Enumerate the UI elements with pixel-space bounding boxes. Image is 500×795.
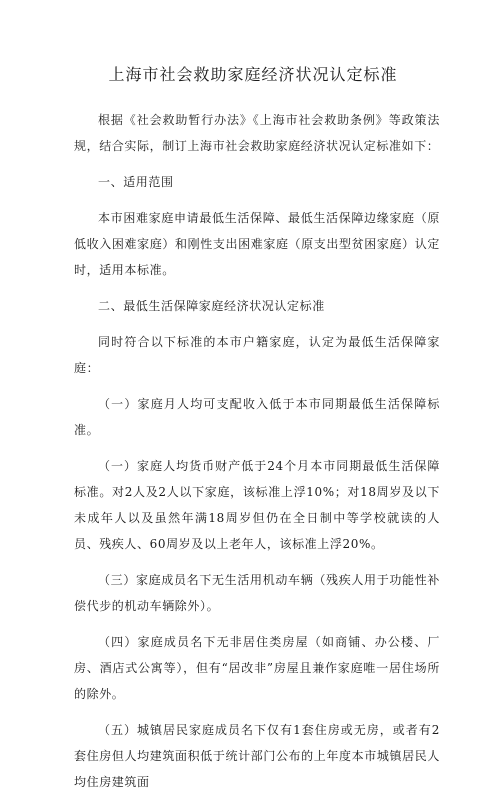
criterion-item-3: （三）家庭成员名下无生活用机动车辆（残疾人用于功能性补偿代步的机动车辆除外）。 [74,573,440,613]
section-2-heading: 二、最低生活保障家庭经济状况认定标准 [98,299,325,313]
section-1-heading: 一、适用范围 [98,175,174,189]
intro-paragraph: 根据《社会救助暂行办法》《上海市社会救助条例》等政策法规，结合实际，制订上海市社会救助家庭经济状况认定标准如下： [74,113,440,153]
criterion-item-1: （一）家庭月人均可支配收入低于本市同期最低生活保障标准。 [74,397,440,437]
document-title: 上海市社会救助家庭经济状况认定标准 [108,65,398,84]
criterion-item-4: （四）家庭成员名下无非居住类房屋（如商铺、办公楼、厂房、酒店式公寓等），但有“居改非”房屋且兼作家庭唯一居住场所的除外。 [74,635,440,701]
criterion-item-2: （一）家庭人均货币财产低于24个月本市同期最低生活保障标准。对2人及2人以下家庭，该标准上浮10%；对18周岁及以下未成年人以及虽然年满18周岁但仍在全日制中等学校就读的人员、残疾人、60周岁及以上老年人，该标准上浮20%。 [74,459,440,551]
criterion-item-5: （五）城镇居民家庭成员名下仅有1套住房或无房，或者有2套住房但人均建筑面积低于统计部门公布的上年度本市城镇居民人均住房建筑面 [74,723,440,789]
section-2-intro: 同时符合以下标准的本市户籍家庭，认定为最低生活保障家庭： [74,335,440,375]
section-1-body: 本市困难家庭申请最低生活保障、最低生活保障边缘家庭（原低收入困难家庭）和刚性支出困难家庭（原支出型贫困家庭）认定时，适用本标准。 [74,211,440,277]
